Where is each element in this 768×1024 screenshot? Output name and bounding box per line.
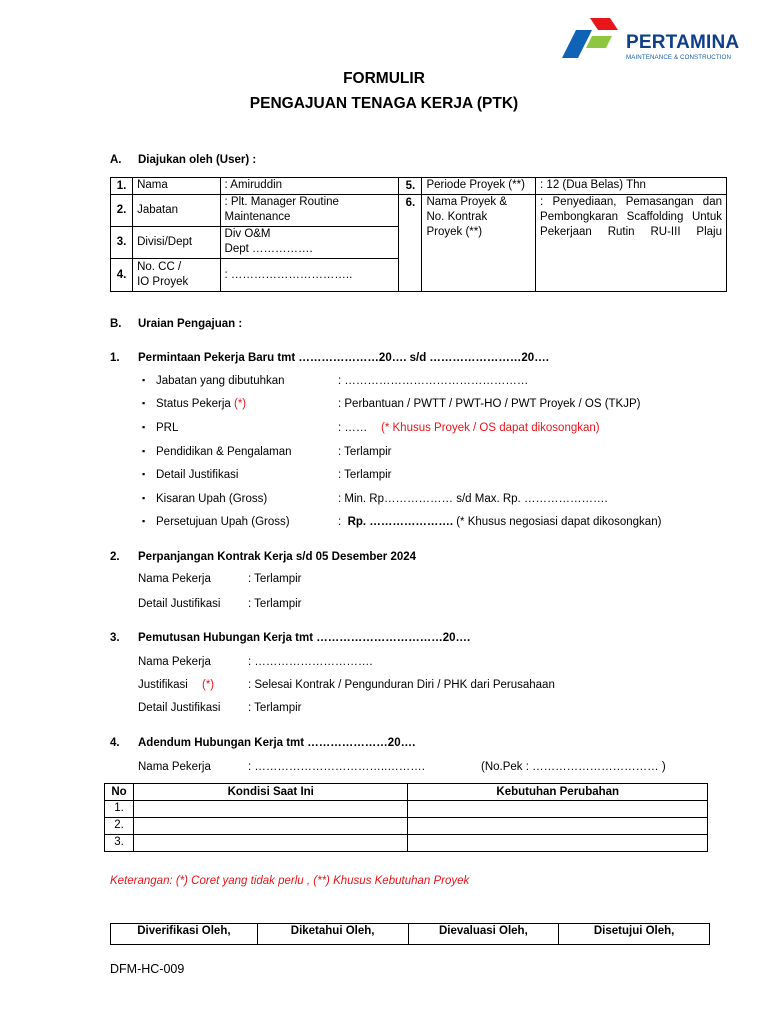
column-header: Kondisi Saat Ini xyxy=(133,784,408,801)
field-value-prl: : …… xyxy=(338,422,368,434)
field-value-jabatan: : Plt. Manager Routine Maintenance xyxy=(220,195,399,227)
kebutuhan-cell[interactable] xyxy=(408,818,708,835)
field-label-nama-pekerja: Nama Pekerja xyxy=(138,573,211,585)
table-row xyxy=(111,178,727,195)
field-value-divisi: Div O&M Dept ……………. xyxy=(220,227,399,259)
kebutuhan-cell[interactable] xyxy=(408,801,708,818)
row-number: 5. xyxy=(399,178,422,195)
item-1-heading: Permintaan Pekerja Baru tmt …………………20…. s/d ……………………20…. xyxy=(138,352,549,364)
table-header-row xyxy=(105,784,708,801)
prl-note: (* Khusus Proyek / OS dapat dikosongkan) xyxy=(381,422,600,434)
field-label-nama-pekerja-4: Nama Pekerja xyxy=(138,761,211,773)
signature-table xyxy=(110,923,710,945)
footnote: Keterangan: (*) Coret yang tidak perlu , (**) Khusus Kebutuhan Proyek xyxy=(110,875,470,887)
field-label-detail-justifikasi-2: Detail Justifikasi xyxy=(138,598,221,610)
section-b-heading: Uraian Pengajuan : xyxy=(138,318,243,330)
section-b-letter: B. xyxy=(110,318,122,330)
logo-wordmark: PERTAMINA xyxy=(626,32,740,53)
field-label-pendidikan: ▪ Pendidikan & Pengalaman xyxy=(156,446,292,458)
field-value-no-cc: : ………………………….. xyxy=(220,259,399,292)
table-row xyxy=(111,195,727,227)
field-value-detail-justifikasi-3: : Terlampir xyxy=(248,702,302,714)
form-subtitle: PENGAJUAN TENAGA KERJA (PTK) xyxy=(249,95,519,112)
adendum-table xyxy=(104,783,708,852)
field-value-pendidikan: : Terlampir xyxy=(338,446,392,458)
table-row xyxy=(105,801,708,818)
column-header: No xyxy=(105,784,134,801)
row-number: 1. xyxy=(111,178,133,195)
row-number: 4. xyxy=(111,259,133,292)
field-value-nama-pekerja-4: : ……………………………..………. xyxy=(248,761,425,773)
item-2-heading: Perpanjangan Kontrak Kerja s/d 05 Desember 2024 xyxy=(138,551,417,563)
item-1-number: 1. xyxy=(110,352,120,364)
row-number: 3. xyxy=(111,227,133,259)
form-title: FORMULIR xyxy=(343,70,425,87)
signature-approved: Disetujui Oleh, xyxy=(559,924,710,945)
table-row xyxy=(105,835,708,852)
signature-acknowledged: Diketahui Oleh, xyxy=(257,924,408,945)
row-number: 3. xyxy=(105,835,134,852)
field-value-nama-proyek: : Penyediaan, Pemasangan dan Pembongkaran Scaffolding Untuk Pekerjaan Rutin RU-III Plaju xyxy=(536,195,727,292)
field-label-kisaran-upah: ▪ Kisaran Upah (Gross) xyxy=(156,493,267,505)
field-value-jabatan-dibutuhkan: : ………………………………………… xyxy=(338,375,529,387)
signature-verified: Diverifikasi Oleh, xyxy=(111,924,258,945)
field-label-no-cc: No. CC / IO Proyek xyxy=(133,259,220,292)
field-value-detail-justifikasi-2: : Terlampir xyxy=(248,598,302,610)
field-value-kisaran-upah: : Min. Rp……………… s/d Max. Rp. …………………. xyxy=(338,493,608,505)
field-label-status-pekerja: ▪ Status Pekerja (*) xyxy=(156,398,246,410)
field-label-jabatan: Jabatan xyxy=(133,195,220,227)
field-value-nama-pekerja: : Terlampir xyxy=(248,573,302,585)
field-value-status-pekerja: : Perbantuan / PWTT / PWT-HO / PWT Proyek / OS (TKJP) xyxy=(338,398,641,410)
kondisi-cell[interactable] xyxy=(133,818,408,835)
field-label-detail-justifikasi-3: Detail Justifikasi xyxy=(138,702,221,714)
row-number: 2. xyxy=(111,195,133,227)
pertamina-logo-icon xyxy=(562,16,624,62)
document-code: DFM-HC-009 xyxy=(110,962,185,976)
item-4-heading: Adendum Hubungan Kerja tmt …………………20…. xyxy=(138,737,416,749)
item-4-number: 4. xyxy=(110,737,120,749)
field-label-persetujuan-upah: ▪ Persetujuan Upah (Gross) xyxy=(156,516,290,528)
kondisi-cell[interactable] xyxy=(133,835,408,852)
field-label-periode: Periode Proyek (**) xyxy=(422,178,536,195)
no-pek-field: (No.Pek : …………………………… ) xyxy=(481,761,666,773)
field-value-persetujuan-upah: : Rp. …………………. (* Khusus negosiasi dapat dikosongkan) xyxy=(338,516,662,528)
kebutuhan-cell[interactable] xyxy=(408,835,708,852)
signature-row xyxy=(111,924,710,945)
required-mark: (*) xyxy=(202,679,215,691)
field-label-nama: Nama xyxy=(133,178,220,195)
item-3-heading: Pemutusan Hubungan Kerja tmt ……………………………20…. xyxy=(138,632,471,644)
field-value-periode: : 12 (Dua Belas) Thn xyxy=(536,178,727,195)
kondisi-cell[interactable] xyxy=(133,801,408,818)
field-label-divisi: Divisi/Dept xyxy=(133,227,220,259)
row-number: 6. xyxy=(399,195,422,292)
pertamina-logo xyxy=(562,16,752,62)
table-row xyxy=(105,818,708,835)
field-label-jabatan-dibutuhkan: ▪ Jabatan yang dibutuhkan xyxy=(156,375,285,387)
column-header: Kebutuhan Perubahan xyxy=(408,784,708,801)
field-value-detail-justifikasi: : Terlampir xyxy=(338,469,392,481)
field-label-nama-proyek: Nama Proyek & No. Kontrak Proyek (**) xyxy=(422,195,536,292)
signature-evaluated: Dievaluasi Oleh, xyxy=(408,924,559,945)
field-label-detail-justifikasi: ▪ Detail Justifikasi xyxy=(156,469,238,481)
row-number: 2. xyxy=(105,818,134,835)
field-value-justifikasi: : Selesai Kontrak / Pengunduran Diri / PHK dari Perusahaan xyxy=(248,679,555,691)
field-value-nama: : Amiruddin xyxy=(220,178,399,195)
row-number: 1. xyxy=(105,801,134,818)
field-label-justifikasi: Justifikasi xyxy=(138,679,188,691)
item-3-number: 3. xyxy=(110,632,120,644)
field-label-nama-pekerja-3: Nama Pekerja xyxy=(138,656,211,668)
item-2-number: 2. xyxy=(110,551,120,563)
section-a-letter: A. xyxy=(110,154,122,166)
section-a-heading: Diajukan oleh (User) : xyxy=(138,154,257,166)
required-mark: (*) xyxy=(234,398,247,410)
field-label-prl: ▪ PRL xyxy=(156,422,178,434)
logo-tagline: MAINTENANCE & CONSTRUCTION xyxy=(626,54,732,61)
user-info-table xyxy=(110,177,727,292)
field-value-nama-pekerja-3: : …………………………. xyxy=(248,656,373,668)
